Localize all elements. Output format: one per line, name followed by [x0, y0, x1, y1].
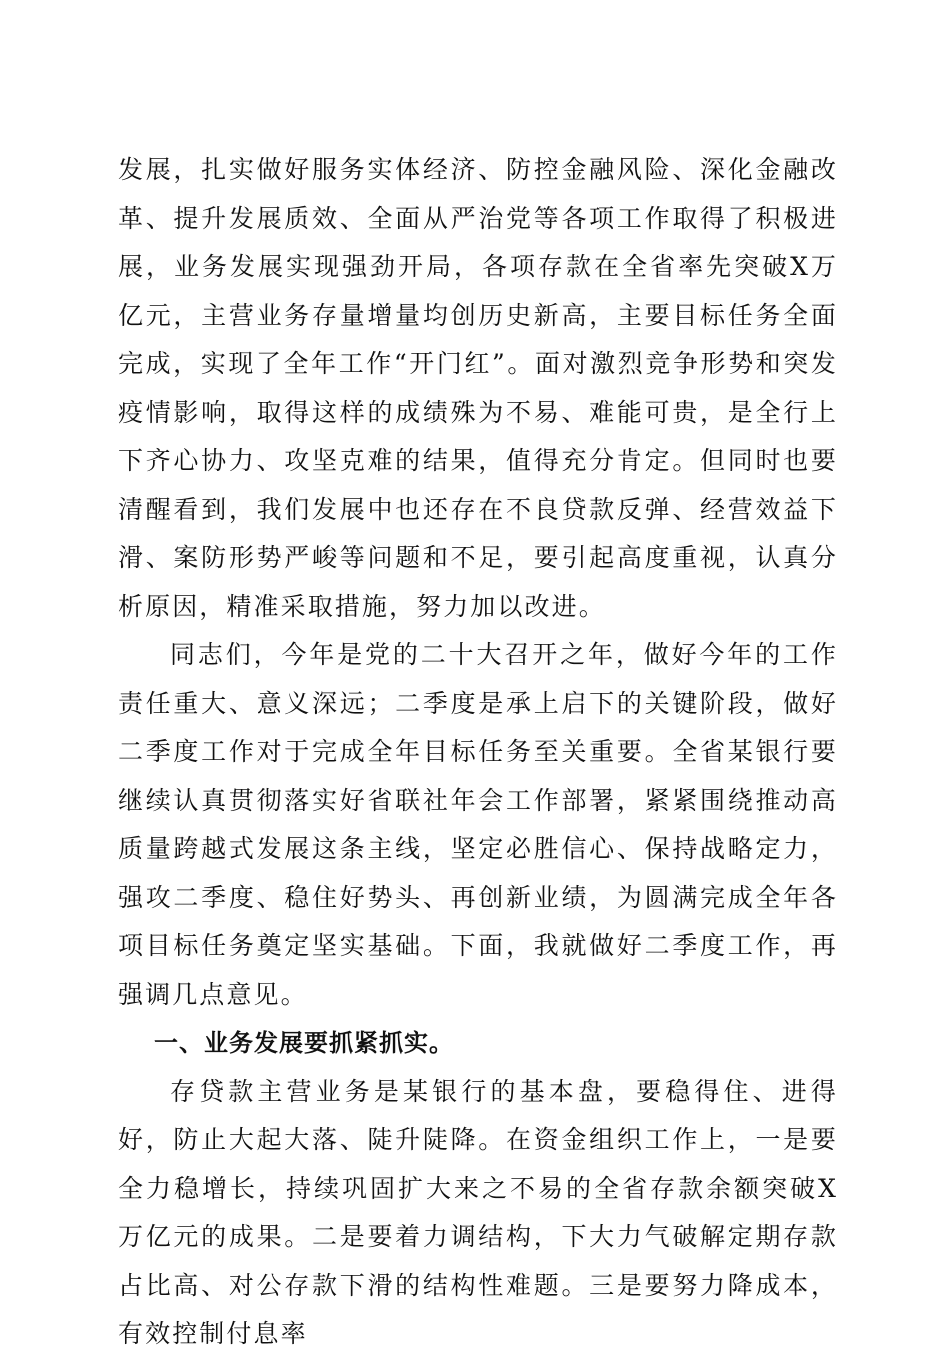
body-paragraph-1: 发展，扎实做好服务实体经济、防控金融风险、深化金融改革、提升发展质效、全面从严治党等各项工作取得了积极进展，业务发展实现强劲开局，各项存款在全省率先突破X万亿元，主营业务存量增量均创历史新高，主要目标任务全面完成，实现了全年工作“开门红”。面对激烈竞争形势和突发疫情影响，取得这样的成绩殊为不易、难能可贵，是全行上下齐心协力、攻坚克难的结果，值得充分肯定。但同时也要清醒看到，我们发展中也还存在不良贷款反弹、经营效益下滑、案防形势严峻等问题和不足，要引起高度重视，认真分析原因，精准采取措施，努力加以改进。 [118, 155, 838, 621]
document-body [118, 146, 838, 1359]
body-paragraph-2: 同志们，今年是党的二十大召开之年，做好今年的工作责任重大、意义深远；二季度是承上启下的关键阶段，做好二季度工作对于完成全年目标任务至关重要。全省某银行要继续认真贯彻落实好省联社年会工作部署，紧紧围绕推动高质量跨越式发展这条主线，坚定必胜信心、保持战略定力，强攻二季度、稳住好势头、再创新业绩，为圆满完成全年各项目标任务奠定坚实基础。下面，我就做好二季度工作，再强调几点意见。 [118, 640, 838, 1009]
section-paragraph: 存贷款主营业务是某银行的基本盘，要稳得住、进得好，防止大起大落、陡升陡降。在资金组织工作上，一是要全力稳增长，持续巩固扩大来之不易的全省存款余额突破X万亿元的成果。二是要着力调结构，下大力气破解定期存款占比高、对公存款下滑的结构性难题。三是要努力降成本，有效控制付息率 [118, 1076, 838, 1348]
section-heading: 一、业务发展要抓紧抓实。 [154, 1029, 454, 1057]
